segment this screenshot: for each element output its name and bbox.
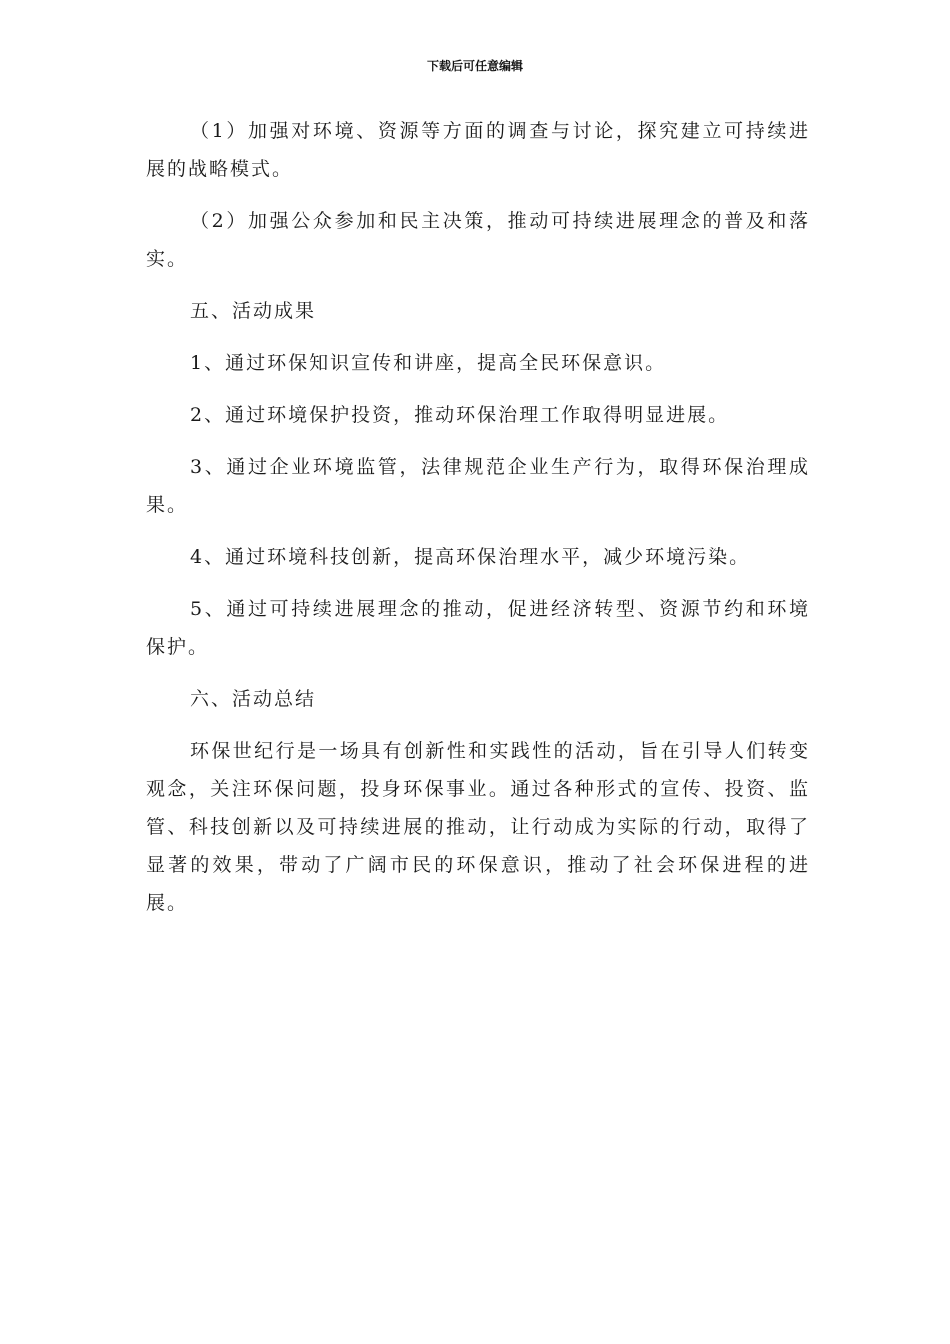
- paragraph-result-3: 3、通过企业环境监管，法律规范企业生产行为，取得环保治理成果。: [146, 456, 810, 516]
- paragraph-result-2: 2、通过环境保护投资，推动环保治理工作取得明显进展。: [190, 404, 730, 426]
- paragraph-result-5: 5、通过可持续进展理念的推动，促进经济转型、资源节约和环境保护。: [146, 598, 810, 658]
- document-body: [146, 112, 810, 936]
- paragraph-2: （2）加强公众参加和民主决策，推动可持续进展理念的普及和落实。: [146, 210, 810, 270]
- paragraph-summary: 环保世纪行是一场具有创新性和实践性的活动，旨在引导人们转变观念，关注环保问题，投身环保事业。通过各种形式的宣传、投资、监管、科技创新以及可持续进展的推动，让行动成为实际的行动，取得了显著的效果，带动了广阔市民的环保意识，推动了社会环保进程的进展。: [146, 740, 810, 914]
- section-heading-results: 五、活动成果: [190, 300, 317, 322]
- paragraph-1: （1）加强对环境、资源等方面的调查与讨论，探究建立可持续进展的战略模式。: [146, 120, 810, 180]
- section-heading-summary: 六、活动总结: [190, 688, 317, 710]
- paragraph-result-4: 4、通过环境科技创新，提高环保治理水平，减少环境污染。: [190, 546, 751, 568]
- page-header: 下载后可任意编辑: [426, 59, 523, 73]
- paragraph-result-1: 1、通过环保知识宣传和讲座，提高全民环保意识。: [190, 352, 667, 374]
